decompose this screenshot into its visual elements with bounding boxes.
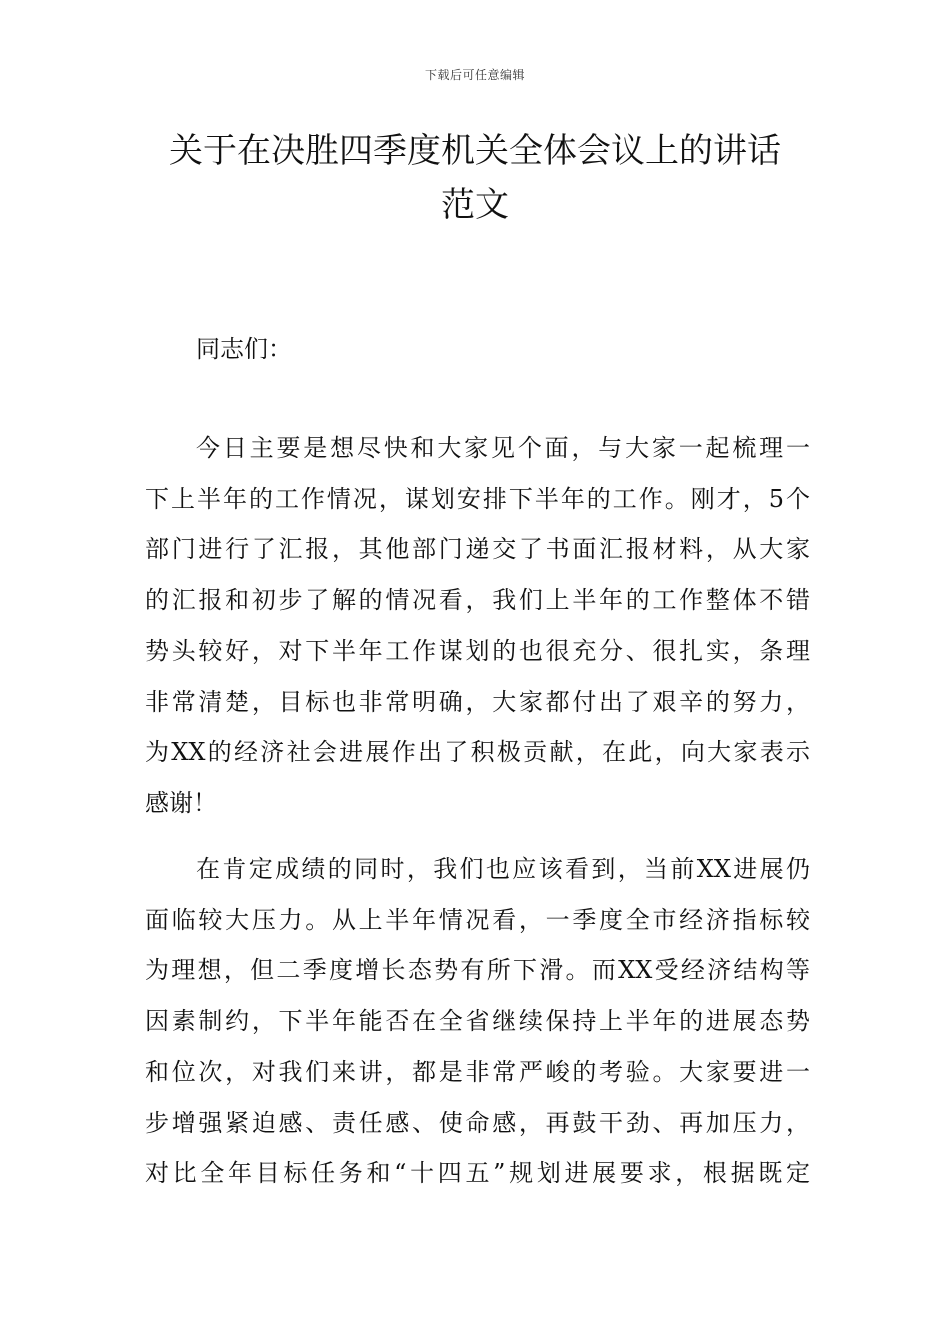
- paragraph-line: 今日主要是想尽快和大家见个面，与大家一起梳理一: [196, 434, 810, 462]
- paragraph-2: [145, 844, 810, 1199]
- paragraph-1: [145, 423, 810, 829]
- paragraph-line: 步增强紧迫感、责任感、使命感，再鼓干劲、再加压力，: [145, 1108, 810, 1137]
- document-title: [140, 124, 810, 232]
- title-line-2: 范文: [441, 185, 509, 225]
- header-note: 下载后可任意编辑: [424, 68, 525, 82]
- paragraph-line: 面临较大压力。从上半年情况看，一季度全市经济指标较: [145, 905, 810, 934]
- paragraph-line: 非常清楚，目标也非常明确，大家都付出了艰辛的努力，: [145, 687, 810, 716]
- paragraph-line: 因素制约，下半年能否在全省继续保持上半年的进展态势: [145, 1007, 810, 1036]
- paragraph-line: 和位次，对我们来讲，都是非常严峻的考验。大家要进一: [145, 1057, 810, 1086]
- paragraph-line: 下上半年的工作情况，谋划安排下半年的工作。刚才，5个: [145, 484, 810, 513]
- paragraph-line: 势头较好，对下半年工作谋划的也很充分、很扎实，条理: [145, 636, 810, 665]
- title-line-1: 关于在决胜四季度机关全体会议上的讲话: [169, 131, 781, 171]
- paragraph-line: 为XX的经济社会进展作出了积极贡献，在此，向大家表示: [145, 738, 810, 767]
- paragraph-line: 部门进行了汇报，其他部门递交了书面汇报材料，从大家: [145, 535, 810, 564]
- paragraph-line: 对比全年目标任务和“十四五”规划进展要求，根据既定: [145, 1159, 810, 1188]
- paragraph-line: 为理想，但二季度增长态势有所下滑。而XX受经济结构等: [145, 956, 810, 985]
- paragraph-line: 感谢！: [145, 788, 217, 817]
- paragraph-line: 在肯定成绩的同时，我们也应该看到，当前XX进展仍: [196, 855, 810, 883]
- salutation: 同志们：: [196, 335, 292, 363]
- paragraph-line: 的汇报和初步了解的情况看，我们上半年的工作整体不错: [145, 586, 810, 615]
